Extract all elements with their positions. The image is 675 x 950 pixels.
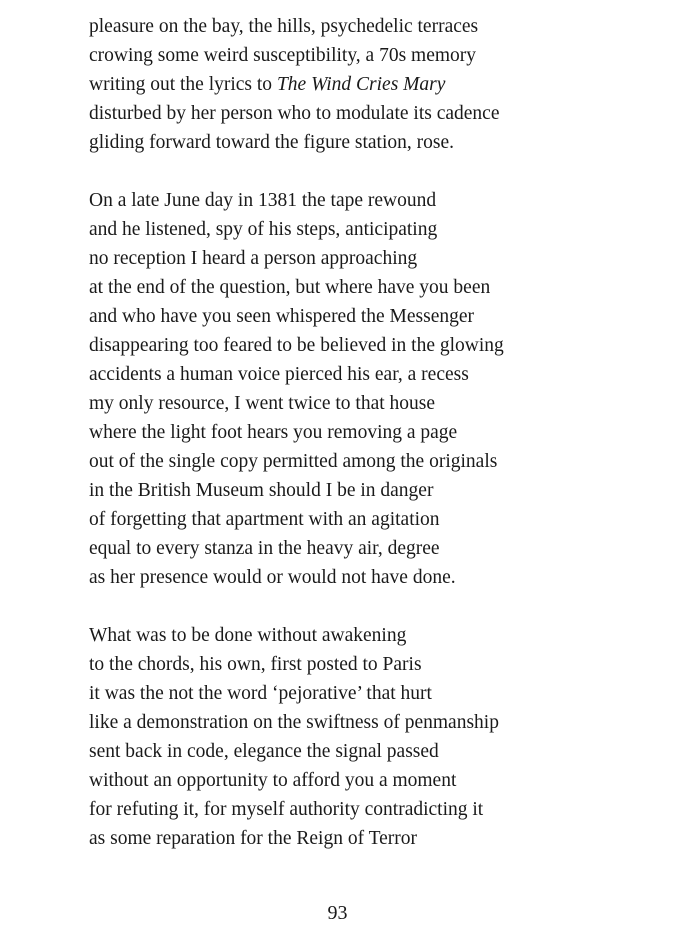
poem-line: it was the not the word ‘pejorative’ that hurt xyxy=(89,683,432,704)
poem-line: disturbed by her person who to modulate its cadence xyxy=(89,103,500,124)
poem-line: gliding forward toward the figure station, rose. xyxy=(89,132,454,153)
poem-line: On a late June day in 1381 the tape rewound xyxy=(89,190,437,211)
poem-line: What was to be done without awakening xyxy=(89,625,407,646)
poem-line: disappearing too feared to be believed in the glowing xyxy=(89,335,504,356)
poem-body xyxy=(89,12,649,882)
poem-line: where the light foot hears you removing a page xyxy=(89,422,458,443)
poem-line: equal to every stanza in the heavy air, degree xyxy=(89,538,440,559)
poem-line: out of the single copy permitted among the originals xyxy=(89,451,498,472)
poem-line: as some reparation for the Reign of Terror xyxy=(89,828,418,849)
poem-line-text: writing out the lyrics to xyxy=(89,74,277,95)
poem-line: pleasure on the bay, the hills, psychedelic terraces xyxy=(89,16,479,37)
stanza-3 xyxy=(89,621,649,853)
poem-line: and he listened, spy of his steps, anticipating xyxy=(89,219,438,240)
poem-line: sent back in code, elegance the signal passed xyxy=(89,741,439,762)
poem-line: my only resource, I went twice to that house xyxy=(89,393,436,414)
stanza-1 xyxy=(89,12,649,157)
song-title: The Wind Cries Mary xyxy=(276,74,446,95)
poem-line: crowing some weird susceptibility, a 70s memory xyxy=(89,45,477,66)
stanza-2 xyxy=(89,186,649,592)
poem-line: no reception I heard a person approaching xyxy=(89,248,418,269)
poem-line: as her presence would or would not have done. xyxy=(89,567,456,588)
poem-line: without an opportunity to afford you a moment xyxy=(89,770,457,791)
poem-line: accidents a human voice pierced his ear, a recess xyxy=(89,364,469,385)
poem-line xyxy=(89,70,649,99)
poem-line: of forgetting that apartment with an agitation xyxy=(89,509,440,530)
poem-line: at the end of the question, but where have you been xyxy=(89,277,491,298)
poem-line: in the British Museum should I be in danger xyxy=(89,480,434,501)
poem-line: and who have you seen whispered the Messenger xyxy=(89,306,475,327)
page-number: 93 xyxy=(327,902,348,924)
poem-line: for refuting it, for myself authority contradicting it xyxy=(89,799,484,820)
poem-line: like a demonstration on the swiftness of penmanship xyxy=(89,712,499,733)
poem-line: to the chords, his own, first posted to Paris xyxy=(89,654,422,675)
